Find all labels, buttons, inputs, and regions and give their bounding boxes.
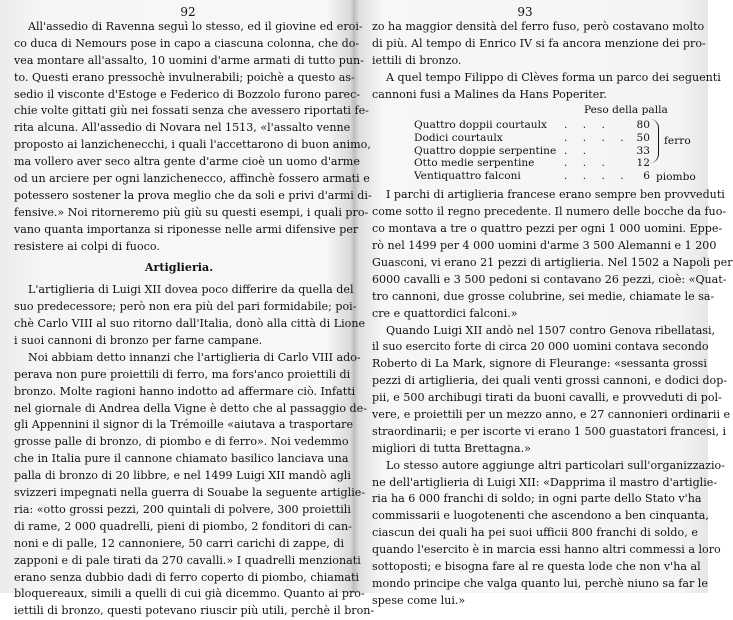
text-line: All'assedio di Ravenna seguì lo stesso, ed il giovine ed eroi- <box>28 20 363 33</box>
text-line: iettili di bronzo. <box>372 53 462 67</box>
text-line: ria: «otto grossi pezzi, 200 quintali di polvere, 300 proiettili <box>14 502 351 516</box>
ball-weight: 50 <box>636 132 650 145</box>
text-line: Noi abbiam detto innanzi che l'artiglieria di Carlo VIII ado- <box>28 350 361 364</box>
text-line: tro cannoni, due grosse colubrine, sei medie, chiamate le sa- <box>372 289 715 303</box>
section-heading: Artiglieria. <box>144 261 214 275</box>
text-line: di rame, 2 000 quadrelli, pieni di piombo, 2 fonditori di can- <box>14 519 352 533</box>
text-line: A quel tempo Filippo di Clèves forma un parco dei seguenti <box>386 70 721 84</box>
text-line: mondo principe che valga quanto lui, perchè niuno sa far le <box>372 576 708 590</box>
table-row <box>414 170 654 183</box>
text-line: resistere ai colpi di fuoco. <box>14 239 160 253</box>
text-line: potessero sostener la prova meglio che da soli e privi d'armi di- <box>14 188 372 202</box>
ball-weight: 80 <box>636 119 650 132</box>
text-line: sottoposti; e bisogna fare al re questa lode che non v'ha al <box>372 560 701 574</box>
cannon-name: Dodici courtaulx <box>414 132 503 145</box>
page-number: 93 <box>517 5 533 19</box>
text-line: vere, e proiettili per un mezzo anno, e 27 cannonieri ordinarii e <box>372 408 731 422</box>
text-line: ria ha 6 000 franchi di soldo; in ogni parte dello Stato v'ha <box>372 492 702 506</box>
table-row <box>414 132 654 145</box>
cannon-name: Ventiquattro falconi <box>414 169 521 182</box>
text-line: zo ha maggior densità del ferro fuso, però costavano molto <box>372 20 705 33</box>
text-line: ma vollero aver seco altra gente d'arme cioè un uomo d'arme <box>14 155 360 169</box>
text-line: noni e di palle, 12 cannoniere, 50 carri carichi di zappe, di <box>14 536 344 550</box>
unit-iron: ferro <box>664 135 691 148</box>
text-line: ne dell'artiglieria di Luigi XII: «Dapprima il mastro d'artiglie- <box>372 475 718 489</box>
cannon-table <box>372 103 698 187</box>
text-line: I parchi di artiglieria francese erano sempre ben provveduti <box>386 188 725 202</box>
leader-dots: . . . <box>564 119 611 132</box>
text-line: 6000 cavalli e 3 500 pedoni si contavano 26 pezzi, cioè: «Quat- <box>372 272 727 286</box>
text-line: Guasconi, vi erano 21 pezzi di artiglieria. Nel 1502 a Napoli per <box>372 256 733 270</box>
text-line: ciascun dei quali ha pei suoi ufficii 800 franchi di soldo, e <box>372 526 698 540</box>
text-line: vea montare all'assalto, 10 uomini d'arme armati di tutto pun- <box>14 53 364 67</box>
text-line: nel giornale di Andrea della Vigne è detto che al passaggio de- <box>14 401 367 415</box>
cannon-name: Otto medie serpentine <box>414 157 535 170</box>
text-line: cannoni fusi a Malines da Hans Poperiter. <box>372 87 607 101</box>
text-line: suo predecessore; però non era più del pari formidabile; poi- <box>14 300 357 314</box>
brace-mark <box>650 119 659 163</box>
text-line: cre e quattordici falconi.» <box>372 306 518 320</box>
text-line: od un arciere per ogni lanzichenecco, affinchè fossero armati e <box>14 172 370 186</box>
text-line: chè Carlo VIII al suo ritorno dall'Italia, donò alla città di Lione <box>14 317 366 331</box>
text-line: svizzeri impegnati nella guerra di Souabe la seguente artiglie- <box>14 486 366 500</box>
cannon-name: Quattro doppie serpentine <box>414 144 557 157</box>
text-line: Quando Luigi XII andò nel 1507 contro Genova ribellatasi, <box>386 323 716 337</box>
text-line: Roberto di La Mark, signore di Fleurange: «sessanta grossi <box>372 357 707 371</box>
text-line: rita alcuna. All'assedio di Novara nel 1513, «l'assalto venne <box>14 121 351 135</box>
text-line: co montava a tre o quattro pezzi per ogni 1 000 uomini. Eppe- <box>372 222 723 236</box>
text-line: pezzi di artiglieria, dei quali venti grossi cannoni, e dodici dop- <box>372 374 728 388</box>
text-line: iettili di bronzo, questi potevano riuscir più utili, perchè il bron- <box>14 604 375 618</box>
text-line: sedio il visconte d'Estoge e Federico di Bozzolo furono parec- <box>14 87 361 101</box>
text-line: migliori di tutta Brettagna.» <box>372 441 531 455</box>
text-line: erano senza dubbio dadi di ferro coperto di piombo, chiamati <box>14 570 360 584</box>
text-line: gli Appennini il signor di la Trémoille «aiutava a trasportare <box>14 418 354 432</box>
ball-weight: 12 <box>636 157 650 170</box>
table-row <box>414 119 654 132</box>
text-line: spese come lui.» <box>372 593 466 607</box>
unit-lead: piombo <box>656 171 696 184</box>
text-line: proposto ai lanzichenecchi, i quali l'accettarono di buon animo, <box>14 138 371 152</box>
ball-weight: 6 <box>643 169 650 182</box>
text-line: Lo stesso autore aggiunge altri particolari sull'organizzazio- <box>386 458 725 472</box>
text-line: che in Italia pure il cannone chiamato basilico lanciava una <box>14 452 349 466</box>
text-line: rò nel 1499 per 4 000 uomini d'arme 3 500 Alemanni e 1 200 <box>372 239 717 253</box>
text-line: commissarii e luogotenenti che ascendono a ben cinquanta, <box>372 509 709 523</box>
text-line: co duca di Nemours pose in capo a ciascuna colonna, che do- <box>14 36 360 50</box>
text-line: perava non pure proiettili di ferro, ma fors'anco proiettili di <box>14 367 351 381</box>
text-line: L'artiglieria di Luigi XII dovea poco differire da quella del <box>28 283 354 297</box>
text-line: to. Questi erano pressochè invulnerabili; poichè a questo as- <box>14 70 355 84</box>
table-row <box>414 145 654 158</box>
text-line: di più. Al tempo di Enrico IV si fa ancora menzione dei pro- <box>372 36 706 50</box>
table-row <box>414 157 654 170</box>
text-line: quando l'esercito è in marcia essi hanno altri commessi a loro <box>372 543 721 557</box>
leader-dots: . . . . <box>564 132 630 145</box>
left-page <box>14 5 375 618</box>
text-line: come sotto il regno precedente. Il numero delle bocche da fuo- <box>372 205 727 219</box>
text-line: zapponi e di pale tirati da 270 cavalli.» I quadrelli menzionati <box>14 553 361 567</box>
text-line: fensive.» Noi ritorneremo più giù su questi esempi, i quali pro- <box>14 205 369 219</box>
leader-dots: . . <box>564 144 593 157</box>
text-line: bloquereaux, simili a quelli di cui già dicemmo. Quanto ai pro- <box>14 587 365 601</box>
text-line: straordinarii; e per iscorte vi erano 1 500 guastatori francesi, i <box>372 424 727 438</box>
text-line: il suo esercito forte di circa 20 000 uomini contava secondo <box>372 340 709 354</box>
text-line: vano quanta importanza si riponesse nelle armi difensive per <box>14 222 359 236</box>
ball-weight: 33 <box>636 144 650 157</box>
table-header: Peso della palla <box>584 104 668 117</box>
text-line: pii, e 500 archibugi tirati da buoni cavalli, e provveduti di pol- <box>372 391 722 405</box>
text-line: chie volte gittati giù nei fossati senza che avessero riportati fe- <box>14 104 369 118</box>
text-line: i suoi cannoni di bronzo per farne campane. <box>14 334 263 348</box>
leader-dots: . . . . <box>564 169 630 182</box>
text-line: grosse palle di bronzo, di piombo e di ferro». Noi vedemmo <box>14 435 349 449</box>
right-page <box>372 5 733 607</box>
page-number: 92 <box>180 5 196 19</box>
text-line: palla di bronzo di 20 libbre, e nel 1499 Luigi XII mandò agli <box>14 469 351 483</box>
cannon-name: Quattro doppii courtaulx <box>414 119 547 132</box>
text-line: bronzo. Molte ragioni hanno indotto ad affermare ciò. Infatti <box>14 384 356 398</box>
leader-dots: . . . <box>564 157 611 170</box>
